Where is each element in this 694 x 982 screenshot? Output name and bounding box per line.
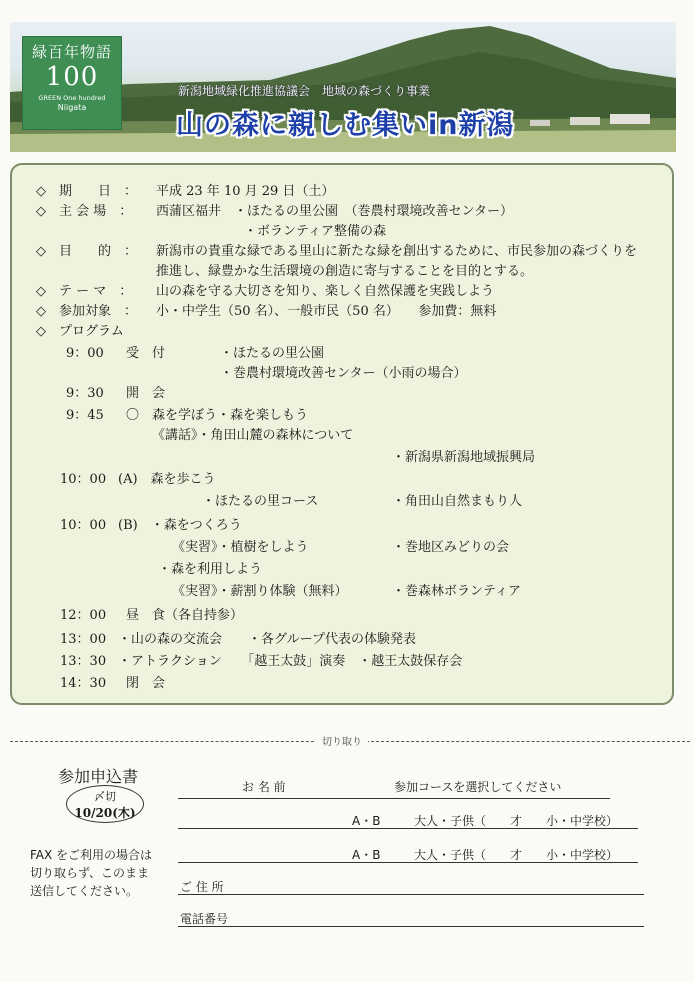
program-extra: ・巻農村環境改善センター（小雨の場合） bbox=[220, 366, 467, 381]
course-type: 大人・子供（ 才 小・中学校） bbox=[414, 848, 619, 862]
green-100-logo bbox=[22, 36, 122, 130]
logo-line-4: Niigata bbox=[57, 103, 87, 112]
program-org: ・巻地区みどりの会 bbox=[392, 540, 510, 555]
course-ab: A・B bbox=[352, 814, 381, 828]
program-text: 受 付 bbox=[126, 346, 166, 361]
program-time: 12：00 bbox=[60, 608, 107, 623]
program-org: ・巻森林ボランティア bbox=[392, 584, 521, 599]
logo-line-2: 100 bbox=[45, 62, 99, 92]
target-label: ◇ 参加対象 ： bbox=[36, 304, 137, 319]
phone-label: 電話番号 bbox=[180, 912, 229, 926]
logo-line-3: GREEN One hundred bbox=[38, 94, 106, 102]
theme-value: 山の森を守る大切さを知り、楽しく自然保護を実践しよう bbox=[156, 284, 495, 299]
program-text: 《実習》・薪割り体験（無料） bbox=[172, 584, 348, 599]
target-value: 小・中学生（50 名）、一般市民（50 名） 参加費：無料 bbox=[156, 304, 497, 319]
program-time: 9：00 bbox=[66, 346, 104, 361]
program-time: 9：45 bbox=[66, 408, 104, 423]
program-time: 13：00 bbox=[60, 632, 107, 647]
program-text: 開 会 bbox=[126, 386, 166, 401]
program-text: 昼 食（各自持参） bbox=[126, 608, 244, 623]
course-type: 大人・子供（ 才 小・中学校） bbox=[414, 814, 619, 828]
address-label: ご 住 所 bbox=[180, 880, 224, 894]
program-time: 10：00 bbox=[60, 518, 107, 533]
program-text: (B) ・森をつくろう bbox=[118, 518, 242, 533]
theme-label: ◇ テ ー マ ： bbox=[36, 284, 133, 299]
date-label: ◇ 期 日 ： bbox=[36, 184, 137, 199]
program-text: 《実習》・植樹をしよう bbox=[172, 540, 309, 555]
program-text: (A) 森を歩こう bbox=[118, 472, 216, 487]
purpose-value-1: 新潟市の貴重な緑である里山に新たな緑を創出するために、市民参加の森づくりを bbox=[156, 244, 638, 259]
cut-label: 切り取り bbox=[316, 733, 368, 748]
program-time: 13：30 bbox=[60, 654, 107, 669]
course-label: 参加コースを選択してください bbox=[394, 780, 562, 794]
program-org: ・角田山自然まもり人 bbox=[392, 494, 523, 509]
program-text: ・アトラクション 「越王太鼓」演奏 ・越王太鼓保存会 bbox=[118, 654, 463, 669]
date-value: 平成 23 年 10 月 29 日（土） bbox=[156, 184, 335, 199]
program-text: 〇 森を学ぼう・森を楽しもう bbox=[126, 408, 309, 423]
venue-value-2: ・ボランティア整備の森 bbox=[244, 224, 386, 239]
program-text: ・ほたるの里コース bbox=[202, 494, 319, 509]
program-time: 14：30 bbox=[60, 676, 107, 691]
fax-note-3: 送信してください。 bbox=[30, 884, 139, 898]
form-title: 参加申込書 bbox=[58, 767, 139, 786]
purpose-label: ◇ 目 的 ： bbox=[36, 244, 137, 259]
name-field-1[interactable] bbox=[178, 828, 638, 829]
fax-note-1: FAX をご利用の場合は bbox=[30, 848, 153, 862]
name-label: お 名 前 bbox=[242, 780, 286, 794]
deadline-bottom: 10/20(木) bbox=[74, 806, 136, 820]
program-text: 閉 会 bbox=[126, 676, 166, 691]
program-time: 9：30 bbox=[66, 386, 104, 401]
program-text: ・山の森の交流会 ・各グループ代表の体験発表 bbox=[118, 632, 416, 647]
program-text: 《講話》・角田山麓の森林について bbox=[152, 428, 354, 443]
program-text: ・森を利用しよう bbox=[158, 562, 263, 577]
header-underline bbox=[178, 798, 610, 799]
logo-line-1: 緑百年物語 bbox=[31, 43, 112, 61]
deadline-badge bbox=[66, 785, 144, 823]
fax-note-2: 切り取らず、このまま bbox=[30, 866, 150, 880]
phone-field[interactable] bbox=[178, 926, 644, 927]
course-ab: A・B bbox=[352, 848, 381, 862]
venue-value-1: 西蒲区福井 ・ほたるの里公園 （巻農村環境改善センター） bbox=[156, 204, 513, 219]
name-field-2[interactable] bbox=[178, 862, 638, 863]
program-time: 10：00 bbox=[60, 472, 107, 487]
purpose-value-2: 推進し、緑豊かな生活環境の創造に寄与することを目的とする。 bbox=[156, 264, 534, 279]
page-title: 山の森に親しむ集いin新潟 bbox=[176, 110, 515, 141]
organizer-text: 新潟地域緑化推進協議会 地域の森づくり事業 bbox=[178, 84, 431, 98]
deadline-top: 〆切 bbox=[94, 790, 116, 803]
address-field[interactable] bbox=[178, 894, 644, 895]
venue-label: ◇ 主 会 場 ： bbox=[36, 204, 133, 219]
program-label: ◇ プログラム bbox=[36, 324, 124, 339]
program-extra: ・ほたるの里公園 bbox=[220, 346, 325, 361]
program-org: ・新潟県新潟地域振興局 bbox=[392, 450, 536, 465]
